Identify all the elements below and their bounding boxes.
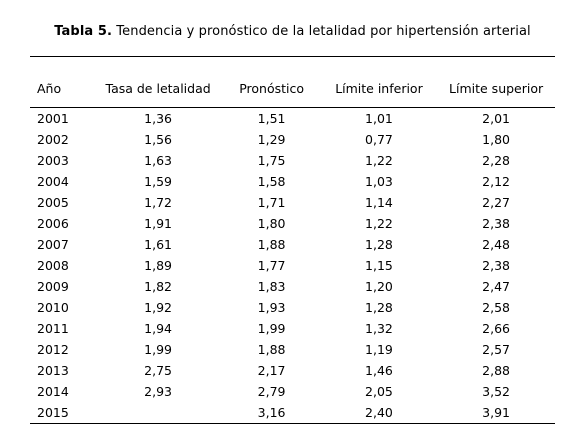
cell-lower-limit: 0,77 (365, 132, 393, 147)
table-row (30, 171, 555, 192)
cell-upper-limit: 2,38 (482, 216, 511, 231)
cell-upper-limit: 3,52 (482, 384, 511, 399)
cell-upper-limit: 2,58 (482, 300, 511, 315)
cell-upper-limit: 2,27 (482, 195, 511, 210)
header-lethality-rate: Tasa de letalidad (105, 80, 211, 96)
cell-upper-limit: 3,91 (482, 405, 511, 420)
cell-upper-limit: 1,80 (482, 132, 511, 147)
cell-upper-limit: 2,12 (482, 174, 511, 189)
cell-lethality-rate: 2,75 (144, 363, 172, 378)
cell-year: 2005 (37, 195, 69, 210)
cell-year: 2004 (37, 174, 69, 189)
cell-lower-limit: 1,32 (365, 321, 393, 336)
cell-forecast: 2,17 (257, 363, 286, 378)
table-row (30, 129, 555, 150)
table-row (30, 297, 555, 318)
cell-year: 2007 (37, 237, 69, 252)
cell-lethality-rate: 1,82 (144, 279, 172, 294)
cell-forecast: 1,99 (257, 321, 286, 336)
cell-lower-limit: 1,15 (365, 258, 393, 273)
cell-upper-limit: 2,48 (482, 237, 511, 252)
cell-year: 2003 (37, 153, 69, 168)
cell-forecast: 1,88 (257, 237, 286, 252)
cell-lethality-rate (94, 402, 223, 424)
cell-lower-limit: 1,14 (365, 195, 393, 210)
cell-lethality-rate: 1,91 (144, 216, 172, 231)
cell-lethality-rate: 1,56 (144, 132, 172, 147)
cell-lethality-rate: 1,36 (144, 111, 172, 126)
cell-lower-limit: 1,22 (365, 216, 393, 231)
cell-lower-limit: 1,22 (365, 153, 393, 168)
cell-year: 2002 (37, 132, 69, 147)
table-row (30, 402, 555, 424)
table-row (30, 255, 555, 276)
cell-year: 2013 (37, 363, 69, 378)
cell-year: 2009 (37, 279, 69, 294)
lethality-table (30, 56, 555, 424)
cell-lower-limit: 1,01 (365, 111, 393, 126)
cell-upper-limit: 2,57 (482, 342, 511, 357)
cell-lower-limit: 2,40 (365, 405, 393, 420)
cell-lower-limit: 1,20 (365, 279, 393, 294)
cell-lethality-rate: 1,63 (144, 153, 172, 168)
cell-lethality-rate: 1,92 (144, 300, 172, 315)
cell-lower-limit: 1,28 (365, 300, 393, 315)
cell-forecast: 2,79 (257, 384, 286, 399)
table-row (30, 234, 555, 255)
table-row (30, 213, 555, 234)
cell-lethality-rate: 1,94 (144, 321, 172, 336)
table-caption-text: Tendencia y pronóstico de la letalidad por hipertensión arterial (112, 24, 531, 39)
cell-upper-limit: 2,88 (482, 363, 511, 378)
cell-lower-limit: 1,28 (365, 237, 393, 252)
cell-forecast: 3,16 (257, 405, 286, 420)
table-caption-label: Tabla 5. (54, 24, 113, 39)
cell-lethality-rate: 1,89 (144, 258, 172, 273)
cell-year: 2010 (37, 300, 69, 315)
table-row (30, 360, 555, 381)
table-row (30, 318, 555, 339)
cell-upper-limit: 2,28 (482, 153, 511, 168)
header-forecast: Pronóstico (239, 80, 304, 96)
cell-year: 2011 (37, 321, 69, 336)
cell-lethality-rate: 2,93 (144, 384, 172, 399)
cell-forecast: 1,58 (257, 174, 286, 189)
cell-lower-limit: 1,19 (365, 342, 393, 357)
cell-upper-limit: 2,47 (482, 279, 511, 294)
cell-forecast: 1,51 (257, 111, 286, 126)
table-row (30, 192, 555, 213)
cell-upper-limit: 2,38 (482, 258, 511, 273)
cell-year: 2012 (37, 342, 69, 357)
cell-lethality-rate: 1,72 (144, 195, 172, 210)
cell-lower-limit: 2,05 (365, 384, 393, 399)
data-table-container (30, 56, 555, 424)
cell-year: 2014 (37, 384, 69, 399)
cell-forecast: 1,83 (257, 279, 286, 294)
cell-forecast: 1,93 (257, 300, 286, 315)
cell-lethality-rate: 1,99 (144, 342, 172, 357)
table-row (30, 339, 555, 360)
header-upper-limit: Límite superior (449, 80, 544, 96)
table-caption (0, 24, 585, 39)
cell-forecast: 1,29 (257, 132, 286, 147)
cell-lower-limit: 1,03 (365, 174, 393, 189)
cell-year: 2008 (37, 258, 69, 273)
cell-lethality-rate: 1,61 (144, 237, 172, 252)
table-header-row (30, 57, 555, 108)
cell-upper-limit: 2,01 (482, 111, 511, 126)
table-body (30, 108, 555, 424)
table-row (30, 381, 555, 402)
table-row (30, 150, 555, 171)
header-lower-limit: Límite inferior (335, 80, 423, 96)
cell-forecast: 1,88 (257, 342, 286, 357)
header-year: Año (37, 80, 62, 96)
cell-lower-limit: 1,46 (365, 363, 393, 378)
cell-forecast: 1,80 (257, 216, 286, 231)
cell-lethality-rate: 1,59 (144, 174, 172, 189)
cell-year: 2006 (37, 216, 69, 231)
cell-forecast: 1,77 (257, 258, 286, 273)
table-row (30, 276, 555, 297)
cell-year: 2001 (37, 111, 69, 126)
cell-upper-limit: 2,66 (482, 321, 511, 336)
table-row (30, 108, 555, 130)
cell-forecast: 1,71 (257, 195, 286, 210)
cell-year: 2015 (37, 405, 69, 420)
cell-forecast: 1,75 (257, 153, 286, 168)
